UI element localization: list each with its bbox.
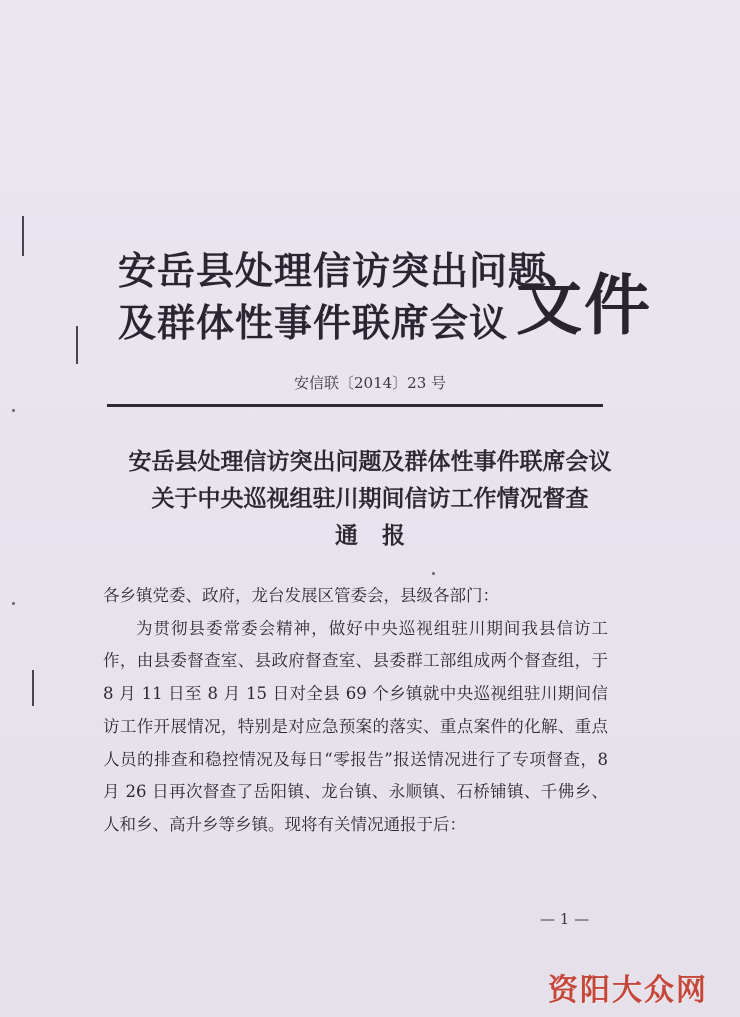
- document-header: [118, 240, 652, 350]
- scan-speck: [12, 602, 15, 605]
- header-issuer-line-1: 安岳县处理信访突出问题: [118, 248, 548, 293]
- title-line-3: 通报: [335, 522, 429, 549]
- margin-mark: [76, 326, 78, 364]
- scan-speck: [12, 409, 15, 412]
- document-number: 安信联〔2014〕23 号: [293, 374, 447, 392]
- title-line-2: 关于中央巡视组驻川期间信访工作情况督查: [151, 485, 589, 512]
- page-number: — 1 —: [540, 910, 590, 928]
- margin-mark: [22, 216, 24, 256]
- document-body: [103, 580, 608, 842]
- header-issuer-line-2: 及群体性事件联席会议: [118, 300, 509, 345]
- header-document-label: 文件: [516, 266, 652, 344]
- header-divider: [107, 404, 603, 407]
- margin-mark: [32, 670, 34, 706]
- body-paragraph: 为贯彻县委常委会精神，做好中央巡视组驻川期间我县信访工作，由县委督查室、县政府督查室、县委群工部组成两个督查组，于 8 月 11 日至 8 月 15 日对全县 69 个乡镇就中央巡视组驻川期间信访工作开展情况，特别是对应急预案的落实、重点案件的化解、重点人员的排查和稳控情况及每日“零报告”报送情况进行了专项督查，8 月 26 日再次督查了岳阳镇、龙台镇、永顺镇、石桥铺镇、千佛乡、人和乡、高升乡等乡镇。现将有关情况通报于后：: [103, 618, 608, 834]
- salutation: 各乡镇党委、政府，龙台发展区管委会，县级各部门：: [103, 586, 499, 605]
- scan-speck: [432, 572, 435, 575]
- title-line-1: 安岳县处理信访突出问题及群体性事件联席会议: [128, 448, 612, 475]
- site-watermark: 资阳大众网: [548, 973, 708, 1008]
